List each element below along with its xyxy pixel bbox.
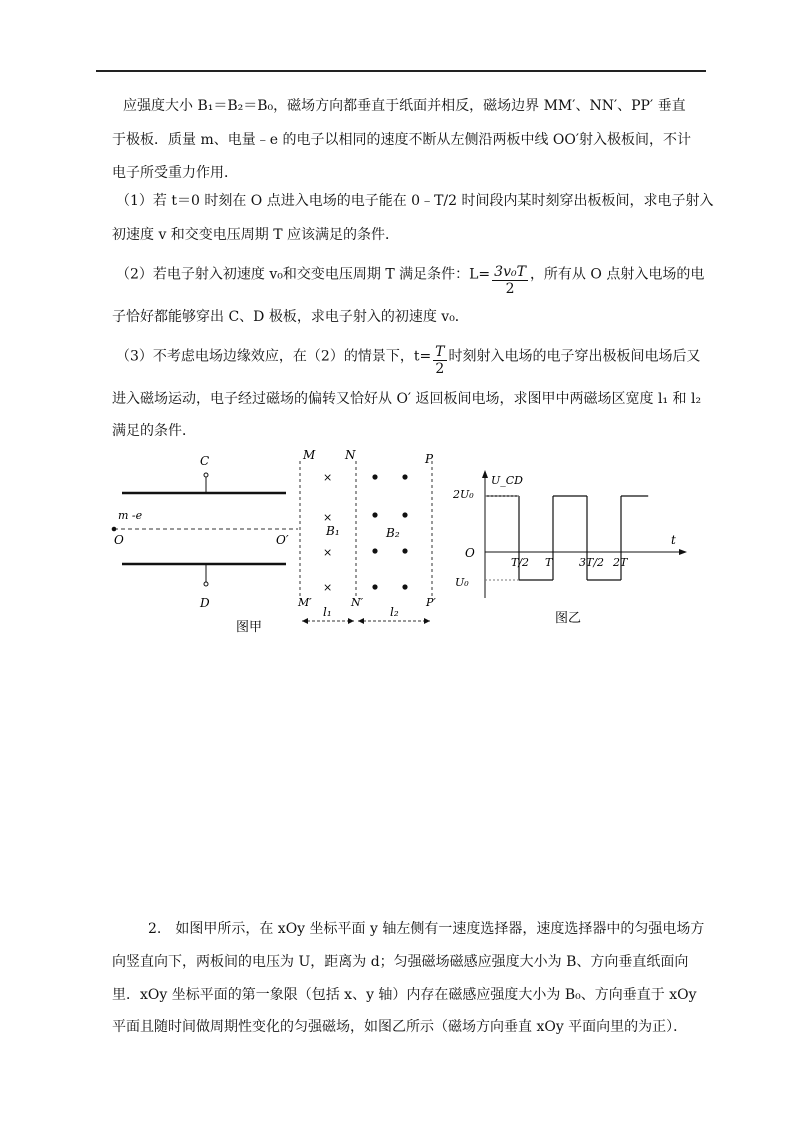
label-b1: B₁: [326, 524, 340, 538]
dot-7: [372, 584, 377, 589]
q2-line1-start: （2）若电子射入初速度 v₀和交变电压周期 T 满足条件：L=: [116, 266, 491, 283]
terminal-d: [204, 582, 208, 586]
x-ticks: [511, 556, 629, 569]
y-axis-label: [491, 474, 523, 487]
label-charge: m -e: [118, 509, 143, 522]
q3-fraction: [433, 344, 446, 377]
dot-2: [402, 474, 407, 479]
label-n: N: [345, 448, 356, 462]
label-m-prime: M′: [298, 596, 312, 609]
label-b2: B₂: [386, 526, 400, 540]
p1-line3: 电子所受重力作用．: [112, 165, 238, 181]
entry-point: [112, 527, 117, 532]
p2-line3: 里．xOy 坐标平面的第一象限（包括 x、y 轴）内存在磁感应强度大小为 B₀、方向垂直于 xOy: [112, 987, 697, 1003]
label-p-prime: P′: [426, 596, 436, 609]
q2-line1-end: ，所有从 O 点射入电场的电: [529, 266, 705, 283]
q2-line2: 子恰好都能够穿出 C、D 极板，求电子射入的初速度 v₀．: [112, 309, 469, 325]
q1-line2: 初速度 v 和交变电压周期 T 应该满足的条件．: [112, 227, 400, 243]
cross-4: ×: [323, 581, 333, 594]
caption-b: 图乙: [555, 611, 582, 626]
cross-3: ×: [323, 546, 333, 559]
header-rule: [96, 70, 706, 72]
label-o: O: [114, 533, 124, 547]
label-d: D: [200, 596, 210, 610]
q2-fraction: [492, 264, 528, 297]
q2-fraction-numerator: 3v₀T: [494, 264, 526, 280]
label-l2: l₂: [390, 605, 399, 619]
label-p: P: [425, 452, 434, 466]
q3-line3: 满足的条件．: [112, 423, 196, 439]
p1-line2: 于极板．质量 m、电量﹣e 的电子以相同的速度不断从左侧沿两板中线 OO′射入极板间，不计: [112, 132, 692, 148]
x-axis-label: t: [671, 533, 676, 547]
x-tick-label-0: T/2: [511, 556, 530, 569]
label-c: C: [200, 454, 210, 468]
label-l1: l₁: [323, 605, 332, 619]
y-tick-high: 2U₀: [453, 488, 474, 501]
y-axis-arrow: [482, 470, 488, 478]
dot-8: [402, 584, 407, 589]
p2-line4: 平面且随时间做周期性变化的匀强磁场，如图乙所示（磁场方向垂直 xOy 平面向里的为正）．: [112, 1019, 688, 1035]
origin-label: O: [465, 546, 475, 560]
p2-line2: 向竖直向下，两板间的电压为 U，距离为 d；匀强磁场磁感应强度大小为 B、方向垂直纸面向: [112, 954, 689, 970]
cross-1: ×: [323, 471, 333, 484]
label-n-prime: N′: [351, 596, 364, 609]
x-tick-label-2: 3T/2: [579, 556, 605, 569]
label-m: M: [303, 448, 316, 462]
q2-line1: [116, 258, 716, 297]
x-tick-label-1: T: [545, 556, 553, 569]
q3-fraction-denominator: 2: [435, 361, 445, 377]
x-tick-label-3: 2T: [613, 556, 628, 569]
dot-3: [372, 512, 377, 517]
y-tick-low: U₀: [455, 576, 469, 589]
q3-fraction-numerator: T: [435, 344, 445, 360]
q1-line1: （1）若 t＝0 时刻在 O 点进入电场的电子能在 0﹣T/2 时间段内某时刻穿出板板间，求电子射入: [116, 193, 714, 209]
label-o-prime: O′: [276, 533, 289, 547]
q3-line1-end: 时刻射入电场的电子穿出极板间电场后又: [448, 348, 701, 365]
x-axis-arrow: [679, 549, 687, 555]
p1-line1: 应强度大小 B₁＝B₂＝B₀，磁场方向都垂直于纸面并相反，磁场边界 MM′、NN′、PP′ 垂直: [123, 98, 686, 114]
q3-line1: [116, 340, 716, 377]
dot-6: [402, 548, 407, 553]
figure-b: [445, 462, 695, 632]
figure-a: [100, 445, 450, 640]
dot-1: [372, 474, 377, 479]
terminal-c: [204, 473, 208, 477]
dot-4: [402, 512, 407, 517]
caption-a: 图甲: [236, 620, 263, 635]
q2-fraction-denominator: 2: [505, 281, 515, 297]
dot-5: [372, 548, 377, 553]
y-axis-label-text: U_CD: [491, 474, 524, 487]
q3-line1-start: （3）不考虑电场边缘效应，在（2）的情景下，t=: [116, 348, 432, 365]
p2-line1: 2. 如图甲所示，在 xOy 坐标平面 y 轴左侧有一速度选择器，速度选择器中的匀强电场方: [148, 921, 705, 937]
q3-line2: 进入磁场运动，电子经过磁场的偏转又恰好从 O′ 返回板间电场，求图甲中两磁场区宽度 l₁ 和 l₂: [112, 391, 702, 407]
cross-2: ×: [323, 511, 333, 524]
